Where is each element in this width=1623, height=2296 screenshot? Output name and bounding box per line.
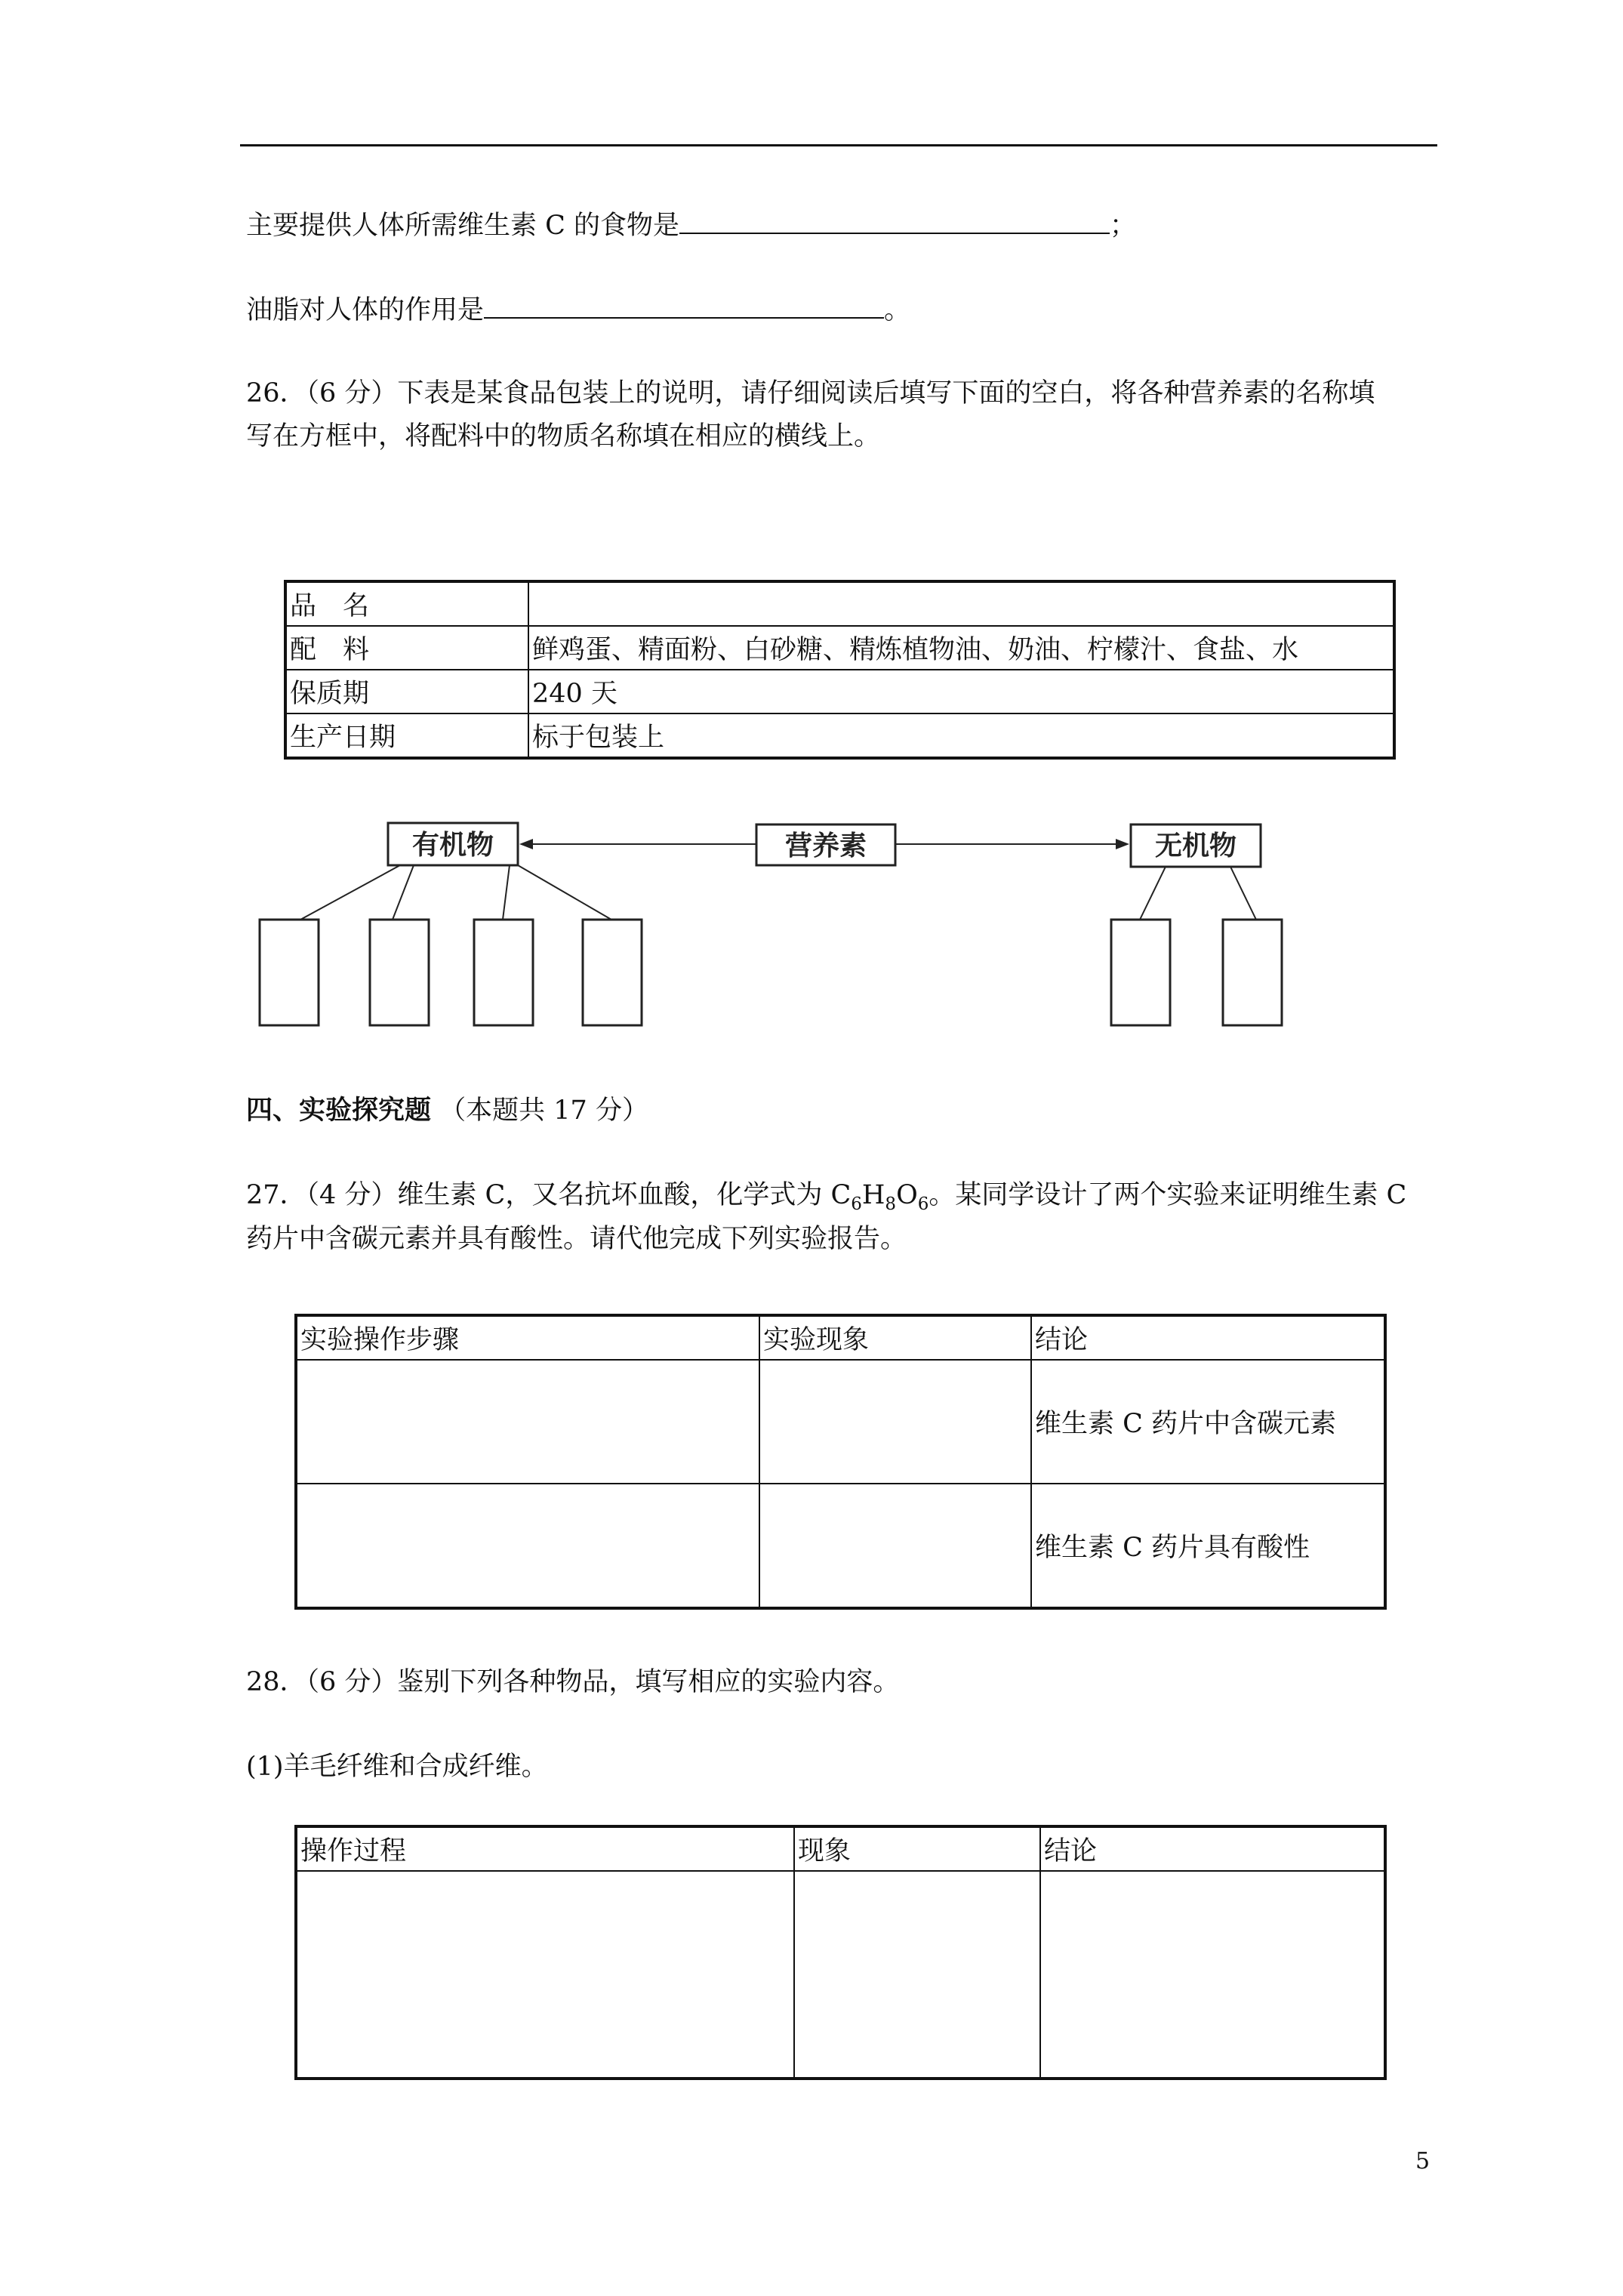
header-steps: 实验操作步骤 — [296, 1315, 759, 1360]
inorganic-label: 无机物 — [1154, 830, 1237, 861]
phenomenon-cell[interactable] — [759, 1484, 1031, 1608]
nutrient-label: 营养素 — [784, 830, 867, 861]
fat-suffix: 。 — [884, 295, 911, 325]
branch-line — [503, 865, 510, 920]
section-4-heading — [246, 1093, 648, 1129]
q27-line2: 药片中含碳元素并具有酸性。请代他完成下列实验报告。 — [246, 1224, 907, 1254]
row-label-shelf-life: 保质期 — [285, 670, 528, 713]
operation-cell[interactable] — [296, 1871, 794, 2079]
row-value-shelf-life: 240 天 — [528, 670, 1394, 713]
food-label-table — [284, 580, 1396, 760]
q26-line1: 26．（6 分）下表是某食品包装上的说明，请仔细阅读后填写下面的空白，将各种营养素的名称填 — [246, 378, 1375, 408]
row-value-name — [528, 581, 1394, 626]
branch-line — [1230, 867, 1256, 920]
branch-line — [300, 865, 400, 920]
vitc-prefix: 主要提供人体所需维生素 C 的食物是 — [246, 211, 680, 241]
header-conclusion: 结论 — [1031, 1315, 1385, 1360]
branch-line — [1140, 867, 1166, 920]
row-value-production-date: 标于包装上 — [528, 713, 1394, 758]
organic-answer-box-3[interactable] — [474, 920, 533, 1025]
vitc-experiment-table — [294, 1314, 1387, 1610]
table-row — [296, 1484, 1385, 1608]
table-row — [285, 713, 1394, 758]
formula-sub-c: 6 — [851, 1194, 862, 1214]
header-operation: 操作过程 — [296, 1826, 794, 1871]
q26-line2: 写在方框中，将配料中的物质名称填在相应的横线上。 — [246, 421, 881, 451]
conclusion-cell: 维生素 C 药片具有酸性 — [1031, 1484, 1385, 1608]
row-label-name: 品 名 — [285, 581, 528, 626]
organic-label: 有机物 — [411, 829, 494, 861]
fat-answer-blank[interactable] — [484, 290, 884, 319]
branch-line — [518, 865, 611, 920]
vitc-food-question — [246, 205, 1136, 244]
organic-answer-box-1[interactable] — [260, 920, 319, 1025]
header-phenomenon: 现象 — [794, 1826, 1040, 1871]
vitc-answer-blank[interactable] — [679, 205, 1110, 234]
section-4-note: （本题共 17 分） — [439, 1096, 648, 1126]
row-value-ingredients: 鲜鸡蛋、精面粉、白砂糖、精炼植物油、奶油、柠檬汁、食盐、水 — [528, 626, 1394, 670]
q28-line1: 28．（6 分）鉴别下列各种物品，填写相应的实验内容。 — [246, 1667, 900, 1697]
table-row — [285, 670, 1394, 713]
organic-answer-box-2[interactable] — [370, 920, 429, 1025]
header-phenomenon: 实验现象 — [759, 1315, 1031, 1360]
header-rule — [240, 144, 1437, 146]
fat-role-question — [246, 290, 910, 328]
inorganic-answer-box-2[interactable] — [1223, 920, 1282, 1025]
nutrient-diagram — [249, 808, 1321, 1034]
conclusion-cell: 维生素 C 药片中含碳元素 — [1031, 1360, 1385, 1484]
q28-sub-item: (1)羊毛纤维和合成纤维。 — [246, 1752, 548, 1782]
q27-text-a: 27．（4 分）维生素 C，又名抗坏血酸，化学式为 C — [246, 1180, 852, 1210]
branch-line — [393, 865, 414, 920]
conclusion-cell[interactable] — [1040, 1871, 1385, 2079]
arrowhead-left — [519, 839, 533, 849]
table-row — [296, 1360, 1385, 1484]
formula-h: H — [861, 1180, 885, 1210]
page-number: 5 — [1415, 2148, 1431, 2174]
organic-answer-box-4[interactable] — [583, 920, 642, 1025]
fiber-identification-table — [294, 1825, 1387, 2080]
q27-line1 — [246, 1177, 1406, 1213]
inorganic-answer-box-1[interactable] — [1111, 920, 1170, 1025]
table-header-row — [296, 1315, 1385, 1360]
formula-o: O — [896, 1180, 918, 1210]
vitc-suffix: ； — [1110, 211, 1137, 241]
formula-sub-o: 6 — [917, 1194, 929, 1214]
table-header-row — [296, 1826, 1385, 1871]
formula-sub-h: 8 — [885, 1194, 897, 1214]
q27-text-b: 。某同学设计了两个实验来证明维生素 C — [929, 1180, 1407, 1210]
phenomenon-cell[interactable] — [794, 1871, 1040, 2079]
arrowhead-right — [1116, 839, 1129, 849]
section-4-title: 四、实验探究题 — [246, 1095, 432, 1126]
table-row — [285, 581, 1394, 626]
header-conclusion: 结论 — [1040, 1826, 1385, 1871]
table-row — [285, 626, 1394, 670]
fat-prefix: 油脂对人体的作用是 — [246, 295, 485, 325]
steps-cell[interactable] — [296, 1360, 759, 1484]
row-label-production-date: 生产日期 — [285, 713, 528, 758]
row-label-ingredients: 配 料 — [285, 626, 528, 670]
table-row — [296, 1871, 1385, 2079]
phenomenon-cell[interactable] — [759, 1360, 1031, 1484]
steps-cell[interactable] — [296, 1484, 759, 1608]
